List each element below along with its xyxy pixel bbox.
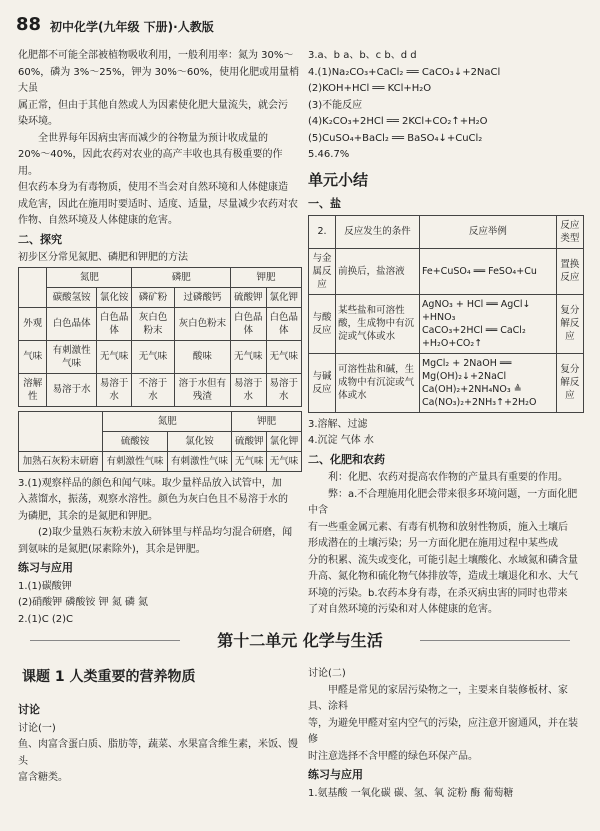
pesticide-paragraph: [18, 131, 302, 230]
table-cell: 易溶于水: [266, 373, 301, 406]
unit-summary-title: 单元小结: [308, 170, 369, 189]
table-subheader: 磷矿粉: [132, 287, 174, 307]
practice-line: 1.(1)碳酸钾: [18, 580, 72, 592]
intro-paragraph: [18, 48, 302, 131]
table-group-header: 钾肥: [231, 267, 302, 287]
text-line: 3.(1)观察样品的颜色和闻气味。取少量样品放入试管中，加: [18, 477, 282, 489]
table-cell: 易溶于水: [231, 373, 266, 406]
text-line: 成危害，因此在施用时要适时、适度、适量，尽量减少农药对农: [18, 198, 298, 210]
text-line: 入蒸馏水，振荡，观察水溶性。颜色为灰白色且不易溶于水的: [18, 494, 288, 505]
discuss-1-label: 讨论(一): [18, 722, 56, 734]
table-cell: 白色晶体: [266, 307, 301, 340]
equation: Mg(OH)₂↓+2NaCl: [421, 370, 507, 382]
table-subheader: 硫酸钾: [232, 431, 267, 451]
text-line: 但农药本身为有毒物质，使用不当会对自然环境和人体健康造: [18, 182, 288, 193]
table-cell: 溶于水但有残渣: [174, 373, 230, 406]
table-cell: 可溶性盐和碱，生成物中有沉淀或气体或水: [336, 353, 420, 412]
table-group-header: 磷肥: [132, 267, 231, 287]
equation: Ca(NO₃)₂+2NH₃↑+2H₂O: [421, 396, 537, 408]
row-label: 与酸反应: [309, 294, 336, 353]
fertilizer-table: [18, 267, 302, 407]
text-line: 为磷肥，其余的是氮肥和钾肥。: [18, 510, 158, 522]
answer-line: (3)不能反应: [308, 99, 363, 111]
table-cell: 白色晶体: [96, 307, 131, 340]
table-cell: 无气味: [96, 340, 131, 373]
table-cell: 酸味: [174, 340, 230, 373]
text-line: 属正常，但由于其他自然或人为因素使化肥大量流失，就会污: [18, 99, 288, 111]
table-row: [309, 353, 584, 412]
page-number: 88: [16, 14, 42, 35]
unit-banner: 第十二单元 化学与生活: [217, 631, 383, 650]
table-row: [309, 294, 584, 353]
answer-line: (5)CuSO₄+BaCl₂ ══ BaSO₄↓+CuCl₂: [308, 132, 483, 144]
table-cell: 无气味: [231, 340, 266, 373]
pros-text: 利：化肥、农药对提高农作物的产量具有重要的作用。: [328, 472, 568, 483]
table-header: 反应举例: [419, 215, 556, 248]
table-number: 2.: [309, 215, 336, 248]
table-row: [19, 451, 302, 471]
text-line: 甲醛是常见的家居污染物之一，主要来自装修板材、家具、涂料: [308, 684, 568, 712]
table-row: [19, 340, 302, 373]
text-line: 升高、氮化物和硫化物气体排放等，造成土壤退化和水、大气: [308, 571, 578, 582]
practice-line: (2)硝酸钾 磷酸铵 钾 氮 磷 氮: [18, 597, 149, 608]
left-column: [18, 48, 302, 628]
table-row: [309, 248, 584, 294]
text-line: 环境的污染。b.农药本身有毒，在杀灭病虫害的同时也带来: [308, 587, 568, 599]
answer-line: 4.沉淀 气体 水: [308, 435, 374, 446]
equation: MgCl₂ + 2NaOH ══: [421, 357, 512, 369]
table-cell: 白色晶体: [231, 307, 266, 340]
table-corner: [19, 411, 103, 451]
table-cell: 前换后，盐溶液: [336, 248, 420, 294]
row-label: 加熟石灰粉末研磨: [19, 451, 103, 471]
practice-title: 练习与应用: [18, 561, 73, 574]
right-column: [308, 48, 584, 619]
section-explore-title: 二、探究: [18, 232, 62, 246]
table-cell: 置换反应: [556, 248, 583, 294]
text-line: 化肥都不可能全部被植物吸收利用，一般利用率：氮为 30%～: [18, 50, 294, 61]
equation: Fe+CuSO₄ ══ FeSO₄+Cu: [421, 265, 537, 277]
table-cell: 易溶于水: [47, 373, 96, 406]
table-cell: 复分解反应: [556, 353, 583, 412]
row-label: 与金属反应: [309, 248, 336, 294]
table-group-header: 氮肥: [103, 411, 232, 431]
table-cell: 无气味: [267, 451, 302, 471]
practice-line: 2.(1)C (2)C: [18, 613, 74, 625]
text-line: 时注意选择不含甲醛的绿色环保产品。: [308, 750, 478, 762]
cons-paragraph: [308, 487, 584, 619]
practice-title: 练习与应用: [308, 768, 363, 781]
table-cell: 白色晶体: [47, 307, 96, 340]
practice-line: 1.氨基酸 一氧化碳 碳、氢、氧 淀粉 酶 葡萄糖: [308, 787, 514, 799]
table-cell: 灰白色粉末: [174, 307, 230, 340]
table-cell: 某些盐和可溶性酸，生成物中有沉淀或气体或水: [336, 294, 420, 353]
table-cell: [419, 248, 556, 294]
discuss-title: 讨论: [18, 703, 40, 716]
answer-line: (4)K₂CO₃+2HCl ══ 2KCl+CO₂↑+H₂O: [308, 116, 488, 127]
text-line: (2)取少量熟石灰粉末放入研钵里与样品均匀混合研磨，闻: [38, 527, 293, 538]
text-line: 60%，磷为 3%～25%，钾为 30%～60%，使用化肥或用量梢大虽: [18, 66, 300, 94]
explore-subtitle: 初步区分常见氮肥、磷肥和钾肥的方法: [18, 252, 188, 263]
answer-line: 5.46.7%: [308, 149, 350, 160]
text-line: 富含糖类。: [18, 772, 68, 783]
table-subheader: 氯化铵: [167, 431, 232, 451]
table-subheader: 氯化钾: [267, 431, 302, 451]
table-cell: 无气味: [266, 340, 301, 373]
table-row: [19, 307, 302, 340]
table-corner: [19, 267, 47, 307]
table-header: 反应类型: [556, 215, 583, 248]
text-line: 全世界每年因病虫害而减少的谷物量为预计收成量的: [38, 132, 268, 144]
text-line: 作物、自然环境及人体健康的危害。: [18, 215, 178, 226]
table-cell: [419, 294, 556, 353]
lime-grinding-table: [18, 411, 302, 472]
lesson-title: 课题 1 人类重要的营养物质: [22, 669, 196, 685]
text-line: 等，为避免甲醛对室内空气的污染，应注意开窗通风，并在装修: [308, 717, 578, 745]
lower-right-column: [308, 666, 584, 802]
table-cell: 有刺激性气味: [47, 340, 96, 373]
table-header: 反应发生的条件: [336, 215, 420, 248]
salt-title: 一、盐: [308, 197, 341, 210]
answer-3: [18, 476, 302, 559]
table-subheader: 氯化钾: [266, 287, 301, 307]
text-line: 形成潜在的土壤污染；另一方面化肥在施用过程中某些成: [308, 538, 558, 549]
row-label: 与碱反应: [309, 353, 336, 412]
text-line: 弊：a.不合理施用化肥会带来很多环境问题，一方面化肥中含: [308, 488, 578, 516]
table-cell: [419, 353, 556, 412]
row-label: 外观: [19, 307, 47, 340]
page-header: [10, 8, 590, 48]
table-subheader: 过磷酸钙: [174, 287, 230, 307]
text-line: 到氨味的是氮肥(尿素除外)，其余是钾肥。: [18, 543, 206, 555]
table-cell: 灰白色粉末: [132, 307, 174, 340]
answer-line: 4.(1)Na₂CO₃+CaCl₂ ══ CaCO₃↓+2NaCl: [308, 66, 501, 78]
text-line: 染环境。: [18, 116, 58, 127]
row-label: 气味: [19, 340, 47, 373]
table-subheader: 碳酸氢铵: [47, 287, 96, 307]
row-label: 溶解性: [19, 373, 47, 406]
answer-line: 3.a、b a、b、c b、d d: [308, 50, 417, 61]
salt-reaction-table: [308, 215, 584, 413]
text-line: 有一些重金属元素、有毒有机物和放射性物质，施入土壤后: [308, 521, 568, 533]
table-subheader: 氯化铵: [96, 287, 131, 307]
discuss-2-label: 讨论(二): [308, 668, 346, 679]
text-line: 20%～40%，因此农药对农业的高产丰收也具有极重要的作用。: [18, 149, 283, 177]
table-cell: 有刺激性气味: [167, 451, 232, 471]
banner-divider: [420, 640, 570, 641]
equation: AgNO₃ + HCl ══ AgCl↓ +HNO₃: [421, 298, 531, 323]
table-cell: 无气味: [232, 451, 267, 471]
table-subheader: 硫酸铵: [103, 431, 168, 451]
table-group-header: 氮肥: [47, 267, 132, 287]
table-cell: 易溶于水: [96, 373, 131, 406]
equation: Ca(OH)₂+2NH₄NO₃ ≜: [421, 383, 522, 395]
table-row: [19, 373, 302, 406]
table-cell: 无气味: [132, 340, 174, 373]
table-group-header: 钾肥: [232, 411, 302, 431]
table-subheader: 硫酸钾: [231, 287, 266, 307]
text-line: 分的积累、流失或变化，可能引起土壤酸化、水域氮和磷含量: [308, 554, 578, 566]
table-cell: 不溶于水: [132, 373, 174, 406]
fertilizer-pesticide-title: 二、化肥和农药: [308, 452, 385, 466]
equation: CaCO₃+2HCl ══ CaCl₂ +H₂O+CO₂↑: [421, 324, 526, 349]
answer-line: 3.溶解、过滤: [308, 418, 368, 430]
text-line: 鱼、肉富含蛋白质、脂肪等，蔬菜、水果富含维生素，米饭、馒头: [18, 739, 298, 767]
answer-line: (2)KOH+HCl ══ KCl+H₂O: [308, 83, 432, 94]
text-line: 了对自然环境的污染和对人体健康的危害。: [308, 604, 498, 615]
lower-left-column: [18, 700, 302, 787]
book-title: 初中化学(九年级 下册)·人教版: [50, 20, 214, 34]
table-cell: 复分解反应: [556, 294, 583, 353]
table-cell: 有刺激性气味: [103, 451, 168, 471]
